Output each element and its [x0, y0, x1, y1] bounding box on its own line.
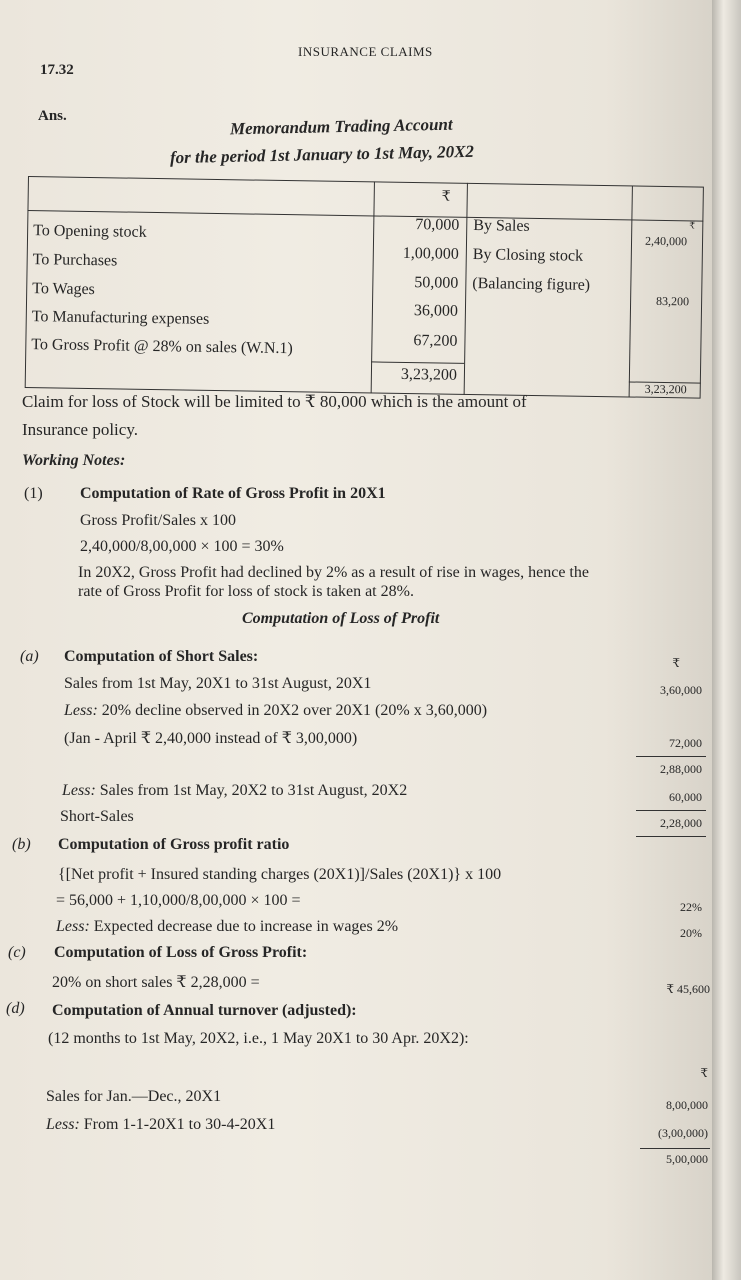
debit-amount: 50,000 — [414, 274, 459, 292]
trading-account-table — [25, 176, 704, 399]
section-d-total: 5,00,000 — [666, 1152, 708, 1166]
underline-rule — [636, 756, 706, 757]
section-c-line1: 20% on short sales ₹ 2,28,000 = — [52, 974, 260, 991]
wn1-number: (1) — [24, 485, 43, 502]
wn1-line: Gross Profit/Sales x 100 — [80, 512, 236, 529]
section-a-line4-text: Sales from 1st May, 20X2 to 31st August, 20X2 — [95, 782, 408, 799]
running-head: INSURANCE CLAIMS — [298, 44, 433, 59]
section-a-amount: 3,60,000 — [660, 683, 702, 697]
underline-rule — [636, 810, 706, 811]
less-word: Less: — [46, 1116, 80, 1133]
loss-of-profit-heading: Computation of Loss of Profit — [242, 610, 440, 627]
section-a-label: (a) — [20, 648, 39, 665]
section-c-label: (c) — [8, 944, 26, 961]
section-a-amount: 72,000 — [669, 736, 702, 750]
section-a-heading: Computation of Short Sales: — [64, 648, 259, 665]
debit-item: To Gross Profit @ 28% on sales (W.N.1) — [31, 336, 293, 358]
section-a-line4 — [62, 782, 407, 800]
table-border — [25, 176, 704, 399]
debit-item: To Manufacturing expenses — [31, 308, 210, 328]
answer-label: Ans. — [38, 108, 67, 124]
account-period: for the period 1st January to 1st May, 20X2 — [169, 141, 475, 168]
debit-item: To Purchases — [32, 251, 118, 270]
less-word: Less: — [64, 702, 98, 719]
section-d-amount: 8,00,000 — [666, 1098, 708, 1112]
wn1-heading: Computation of Rate of Gross Profit in 20X1 — [80, 485, 386, 502]
section-a-subtotal: 2,88,000 — [660, 762, 702, 776]
account-title: Memorandum Trading Account — [229, 114, 453, 139]
debit-currency-symbol: ₹ — [441, 189, 451, 205]
section-b-line3 — [56, 918, 398, 936]
book-spine-edge — [712, 0, 741, 1280]
section-a-line2 — [64, 702, 487, 720]
section-d-line2: Sales for Jan.—Dec., 20X1 — [46, 1088, 222, 1105]
underline-rule — [640, 1148, 710, 1149]
underline-rule — [636, 836, 706, 837]
section-a-line3: (Jan - April ₹ 2,40,000 instead of ₹ 3,00,000) — [64, 730, 358, 747]
wn1-line: In 20X2, Gross Profit had declined by 2% as a result of rise in wages, hence the — [78, 564, 589, 581]
section-a-line1: Sales from 1st May, 20X1 to 31st August, 20X1 — [64, 675, 372, 692]
credit-item: By Closing stock — [472, 245, 584, 265]
section-d-heading: Computation of Annual turnover (adjusted): — [52, 1002, 357, 1019]
section-d-line3-text: From 1-1-20X1 to 30-4-20X1 — [79, 1116, 276, 1133]
credit-amount: 83,200 — [656, 293, 690, 309]
credit-total: 3,23,200 — [644, 381, 687, 397]
wn1-line: 2,40,000/8,00,000 × 100 = 30% — [80, 538, 284, 555]
currency-symbol: ₹ — [700, 1066, 708, 1080]
section-c-amount: ₹ 45,600 — [666, 982, 710, 996]
credit-amount: 2,40,000 — [644, 233, 688, 249]
debit-item: To Wages — [32, 280, 95, 299]
less-word: Less: — [56, 918, 90, 935]
section-a-amount: 60,000 — [669, 790, 702, 804]
section-b-line1: {[Net profit + Insured standing charges (20X1)]/Sales (20X1)} x 100 — [58, 866, 502, 883]
section-d-line1: (12 months to 1st May, 20X2, i.e., 1 May 20X1 to 30 Apr. 20X2): — [48, 1030, 469, 1047]
section-b-line3-text: Expected decrease due to increase in wages 2% — [89, 918, 399, 935]
working-notes-heading: Working Notes: — [22, 452, 126, 469]
section-b-amount: 20% — [680, 926, 702, 940]
debit-total: 3,23,200 — [400, 365, 458, 384]
claim-text-line2: Insurance policy. — [22, 420, 138, 439]
section-a-line2-text: 20% decline observed in 20X2 over 20X1 (20% x 3,60,000) — [97, 702, 488, 719]
section-b-heading: Computation of Gross profit ratio — [58, 836, 290, 853]
less-word: Less: — [62, 782, 96, 799]
debit-amount: 1,00,000 — [402, 244, 459, 263]
page-number: 17.32 — [40, 62, 74, 78]
section-b-label: (b) — [12, 836, 31, 853]
debit-item: To Opening stock — [33, 222, 147, 241]
section-d-amount: (3,00,000) — [658, 1126, 708, 1140]
debit-amount: 36,000 — [413, 302, 459, 320]
section-a-line5: Short-Sales — [60, 808, 134, 825]
section-a-short-sales: 2,28,000 — [660, 816, 702, 830]
credit-item: By Sales — [473, 217, 530, 235]
debit-amount: 70,000 — [415, 216, 460, 234]
currency-symbol: ₹ — [672, 656, 680, 670]
debit-amount: 67,200 — [413, 332, 458, 350]
wn1-line: rate of Gross Profit for loss of stock is taken at 28%. — [78, 583, 414, 600]
credit-item: (Balancing figure) — [472, 274, 591, 294]
section-b-line2: = 56,000 + 1,10,000/8,00,000 × 100 = — [56, 892, 301, 909]
section-c-heading: Computation of Loss of Gross Profit: — [54, 944, 308, 961]
section-d-line3 — [46, 1116, 275, 1134]
section-b-amount: 22% — [680, 900, 702, 914]
section-d-label: (d) — [6, 1000, 25, 1017]
claim-text-line1: Claim for loss of Stock will be limited to ₹ 80,000 which is the amount of — [22, 392, 527, 411]
credit-currency-symbol: ₹ — [689, 220, 696, 231]
